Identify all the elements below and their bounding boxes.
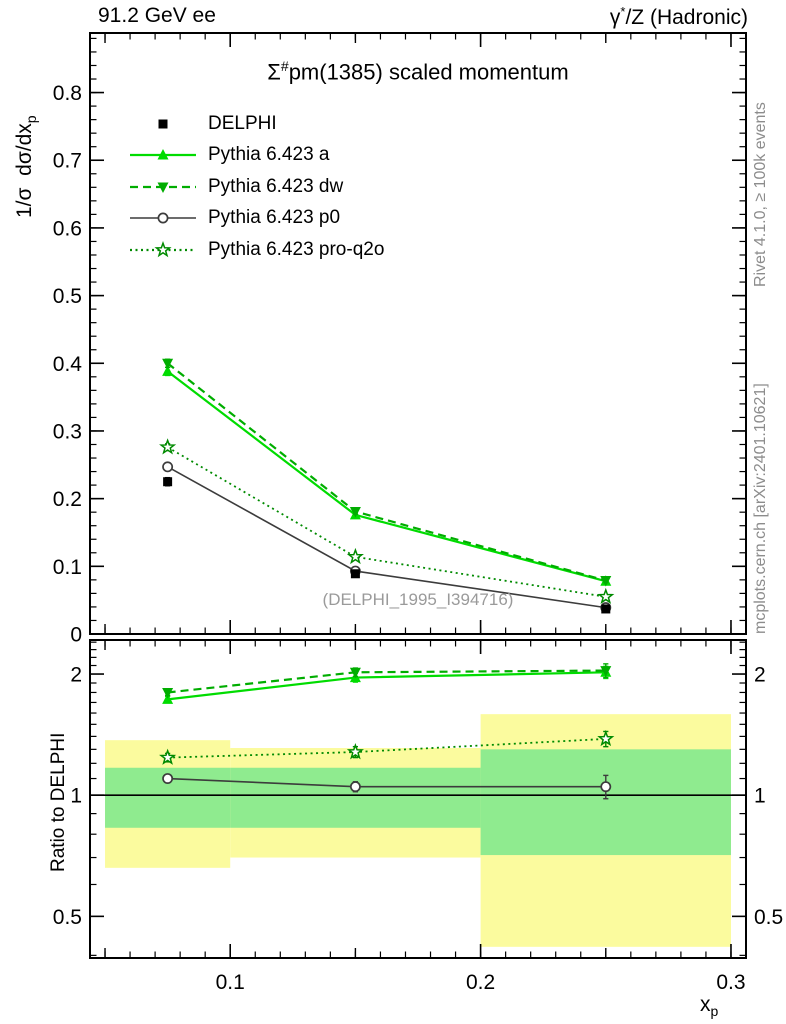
y-tick-label: 1: [754, 784, 766, 808]
main-y-axis-label: [13, 115, 39, 218]
main-panel-series: [161, 359, 612, 614]
y-tick-label: 2: [70, 663, 82, 687]
data-point-marker: [351, 782, 360, 791]
legend-item-pythia-p0: [128, 203, 384, 235]
legend-item-pythia-a: [128, 140, 384, 172]
y-tick-label: 0.8: [52, 82, 82, 106]
ratio-y-axis-label-text: Ratio to DELPHI: [48, 732, 69, 872]
plot-title-sup: #: [280, 58, 289, 74]
y-tick-label: 0.3: [52, 420, 82, 444]
legend-label: Pythia 6.423 a: [208, 144, 330, 166]
legend-item-pythia-dw: [128, 171, 384, 203]
legend-item-delphi: [128, 108, 384, 140]
main-y-axis-label-sub: p: [23, 115, 40, 124]
legend-label: Pythia 6.423 dw: [208, 175, 344, 197]
rivet-version-note-text: Rivet 4.1.0, ≥ 100k events: [752, 102, 769, 287]
y-tick-label: 0.2: [52, 488, 82, 512]
header-process-base: γ: [609, 6, 621, 29]
main-y-axis-label-frac: 1/σ: [13, 187, 36, 218]
x-tick-label: 0.1: [215, 971, 245, 994]
data-point-marker: [163, 774, 172, 783]
y-tick-label: 0.5: [754, 905, 784, 929]
data-point-marker: [351, 569, 360, 578]
legend-label: Pythia 6.423 pro-q2o: [208, 238, 385, 260]
header-process-sup: *: [620, 4, 626, 19]
data-point-marker: [157, 243, 170, 255]
legend-marker-triangle-down-icon: [128, 177, 198, 197]
x-axis-label-base: x: [700, 993, 711, 1016]
series-line: [168, 447, 606, 597]
x-axis-label-sub: p: [710, 1003, 719, 1020]
data-point-marker: [159, 119, 168, 128]
header-process-rest: /Z (Hadronic): [625, 6, 748, 29]
legend-label: DELPHI: [208, 112, 277, 134]
series-line: [168, 467, 606, 608]
data-point-marker: [158, 214, 167, 223]
y-tick-label: 0.5: [52, 905, 82, 929]
legend: [128, 108, 384, 266]
legend-item-pythia-pro-q2o: [128, 234, 384, 266]
legend-marker-square-icon: [128, 114, 198, 134]
y-tick-label: 0.7: [52, 149, 82, 173]
legend-marker-triangle-up-icon: [128, 145, 198, 165]
y-tick-label: 0.1: [52, 555, 82, 579]
rivet-version-note: [752, 102, 770, 287]
x-tick-label: 0.2: [465, 971, 496, 994]
data-point-marker: [349, 550, 362, 562]
analysis-id-watermark: [90, 590, 746, 610]
mcplots-reference-note-text: mcplots.cern.ch [arXiv:2401.10621]: [752, 383, 769, 634]
series-line: [168, 363, 606, 580]
plot-title-rest: pm(1385) scaled momentum: [288, 59, 569, 85]
header-beam-energy-text: 91.2 GeV ee: [98, 4, 216, 27]
data-point-marker: [163, 462, 172, 471]
ratio-panel-bands: [90, 714, 746, 947]
series-line: [168, 371, 606, 581]
x-axis-label: [700, 993, 718, 1019]
header-beam-energy: [98, 4, 216, 28]
ratio-y-axis-label: [48, 733, 70, 872]
data-point-marker: [163, 477, 172, 486]
mcplots-reference-note: [752, 383, 770, 634]
y-tick-label: 0: [70, 623, 82, 647]
uncertainty-band-green: [481, 749, 731, 855]
y-tick-label: 2: [754, 663, 766, 687]
legend-marker-circle-icon: [128, 208, 198, 228]
analysis-id-watermark-text: (DELPHI_1995_I394716): [322, 590, 514, 609]
y-tick-label: 0.6: [52, 217, 82, 241]
header-process: [610, 4, 748, 30]
main-y-axis-label-deriv: dσ/dx: [13, 123, 36, 176]
data-point-marker: [162, 688, 173, 699]
plot-title-base: Σ: [267, 59, 281, 85]
y-tick-label: 1: [70, 784, 82, 808]
x-tick-label: 0.3: [716, 971, 746, 994]
y-tick-label: 0.5: [52, 285, 82, 309]
legend-label: Pythia 6.423 p0: [208, 207, 341, 229]
y-tick-label: 0.4: [52, 352, 82, 376]
plot-title: [90, 58, 746, 85]
uncertainty-band-green: [230, 768, 480, 828]
data-point-marker: [601, 782, 610, 791]
legend-marker-star-icon: [128, 240, 198, 260]
